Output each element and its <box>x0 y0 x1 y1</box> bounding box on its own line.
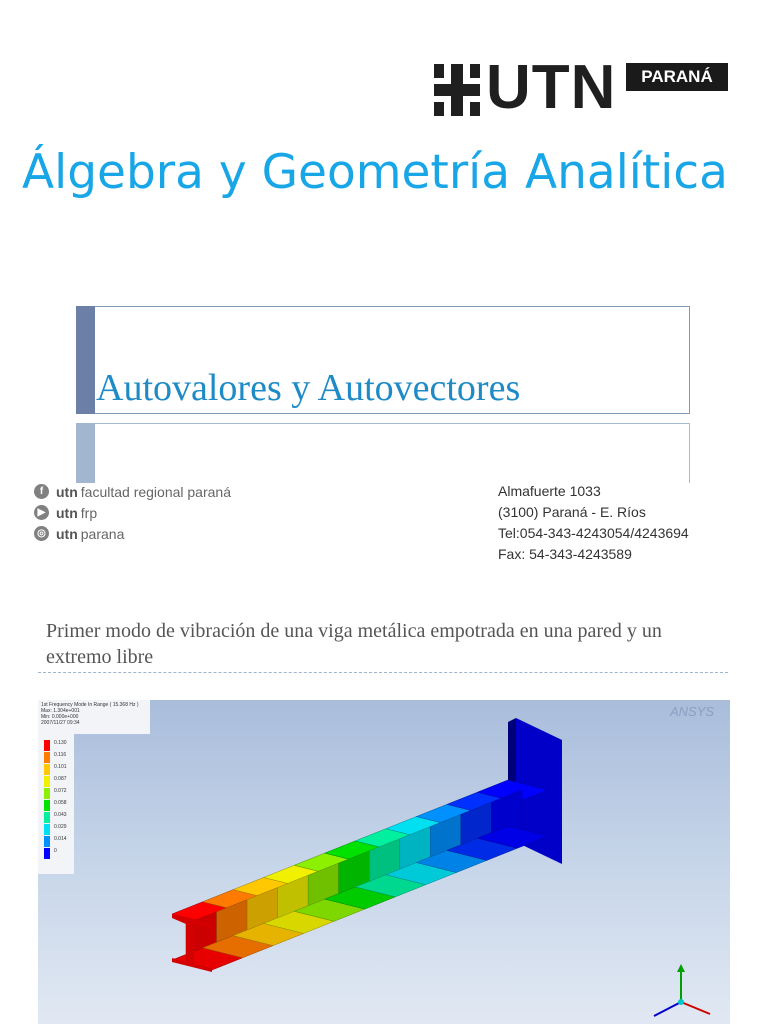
slide-accent-bar <box>76 306 95 414</box>
divider <box>38 672 728 673</box>
axis-triad-icon <box>654 964 710 1016</box>
legend-label: 0.058 <box>54 800 67 806</box>
social-text: frp <box>80 504 98 521</box>
figure-caption: Primer modo de vibración de una viga metálica empotrada en una pared y un extremo libre <box>46 620 662 668</box>
social-text: facultad regional paraná <box>80 483 231 500</box>
slide-title: Autovalores y Autovectores <box>96 367 521 409</box>
social-links <box>34 481 231 544</box>
parana-badge: PARANÁ <box>626 63 728 91</box>
social-link-facebook[interactable] <box>34 481 231 502</box>
social-brand: utn <box>56 525 78 542</box>
ansys-watermark: ANSYS <box>670 704 715 719</box>
beam-vibration-image <box>38 700 730 1024</box>
beam-segments <box>172 780 548 972</box>
utn-emblem-icon <box>434 64 480 116</box>
contact-tel: Tel:054-343-4243054/4243694 <box>498 525 689 541</box>
legend-label: 0.072 <box>54 788 67 794</box>
social-link-instagram[interactable] <box>34 523 231 544</box>
contact-address: Almafuerte 1033 <box>498 483 601 499</box>
sim-info-line: Max: 1.304e+001 <box>41 708 80 714</box>
social-brand: utn <box>56 504 78 521</box>
youtube-icon: ▶ <box>34 505 49 520</box>
sim-info-line: 2007/11/27 09:34 <box>41 720 80 726</box>
legend-label: 0 <box>54 848 57 854</box>
instagram-icon: ◎ <box>34 526 49 541</box>
contact-city: (3100) Paraná - E. Ríos <box>498 504 646 520</box>
legend-label: 0.029 <box>54 824 67 830</box>
social-link-youtube[interactable] <box>34 502 231 523</box>
utn-logo-text: UTN <box>486 53 617 122</box>
legend-label: 0.116 <box>54 752 67 758</box>
social-text: parana <box>80 525 125 542</box>
page-title: Álgebra y Geometría Analítica <box>22 145 728 200</box>
facebook-icon: f <box>34 484 49 499</box>
contact-fax: Fax: 54-343-4243589 <box>498 546 632 562</box>
slide-subtitle-bar <box>76 423 95 483</box>
sim-info-line: 1st Frequency Mode In Range ( 15.368 Hz ) <box>41 702 139 708</box>
legend-label: 0.087 <box>54 776 67 782</box>
legend-label: 0.014 <box>54 836 67 842</box>
social-brand: utn <box>56 483 78 500</box>
legend-label: 0.101 <box>54 764 67 770</box>
slide-subtitle-box <box>76 423 690 483</box>
sim-info-line: Min: 0.000e+000 <box>41 714 79 720</box>
beam-render <box>38 700 730 1024</box>
legend-label: 0.043 <box>54 812 67 818</box>
contact-info <box>498 481 689 565</box>
legend-label: 0.130 <box>54 740 67 746</box>
